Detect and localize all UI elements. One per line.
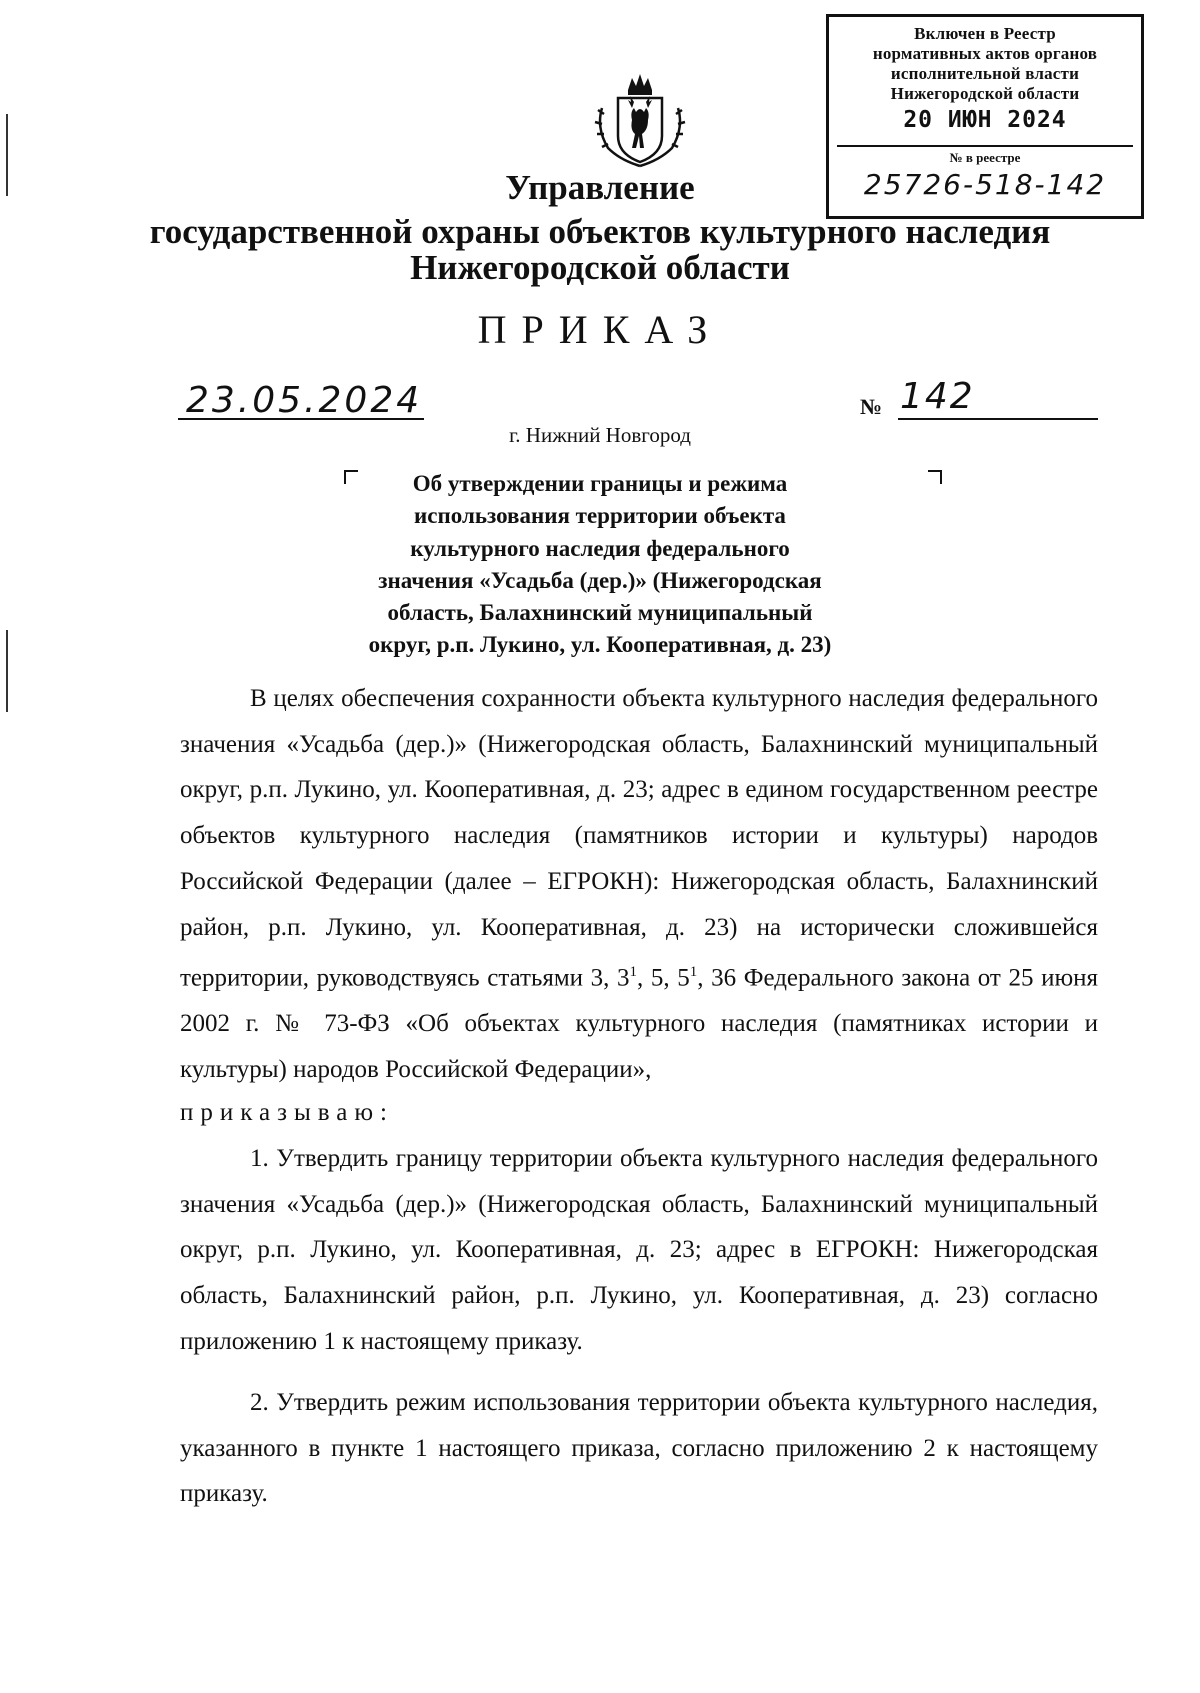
order-item-2: 2. Утвердить режим использования территории объекта культурного наследия, указанного в пункте 1 настоящего приказа, согласно приложению 2 к настоящему приказу. (180, 1389, 1098, 1508)
preamble-text: , 5, 5 (637, 964, 690, 992)
title-line: Об утверждении границы и режима (412, 471, 788, 496)
stamp-line: исполнительной власти (890, 64, 1080, 83)
order-word: приказываю: (180, 1099, 394, 1126)
stamp-line: нормативных актов органов (872, 44, 1098, 63)
document-type: ПРИКАЗ (477, 307, 723, 352)
superscript: 1 (629, 964, 638, 981)
title-line: значения «Усадьба (дер.)» (Нижегородская (378, 567, 822, 593)
preamble-text: В целях обеспечения сохранности объекта культурного наследия федерального значения «Усадьба (дер.)» (Нижегородская область, Балахнинский муниципальный округ, р.п. Лукино, ул. Кооперативная, д. 23; адрес в едином государственном реестре объектов культурного наследия (памятников истории и культуры) народов Российской Федерации (далее – ЕГРОКН): Нижегородская область, Балахнинский район, р.п. Лукино, ул. Кооперативная, д. 23) на исторически сложившейся территории, руководствуясь статьями 3, 3 (180, 685, 1098, 992)
date-underline (178, 418, 424, 420)
coat-of-arms-icon (588, 68, 692, 172)
org-name-line-1: Управление (505, 168, 695, 207)
stamp-registry-number: 25726-518-142 (863, 168, 1107, 201)
title-line: использования территории объекта (414, 503, 786, 529)
org-name-line-3: Нижегородской области (410, 248, 790, 287)
superscript: 1 (689, 964, 698, 981)
title-line: культурного наследия федерального (410, 535, 790, 561)
stamp-date: 20 ИЮН 2024 (903, 107, 1067, 133)
document-title (300, 468, 900, 662)
number-label: № (860, 394, 883, 419)
document-date: 23.05.2024 (186, 380, 423, 421)
stamp-divider (837, 145, 1133, 147)
preamble-paragraph (180, 676, 1098, 1093)
stamp-line: Нижегородской области (890, 84, 1080, 103)
order-item-1: 1. Утвердить границу территории объекта культурного наследия федерального значения «Усадьба (дер.)» (Нижегородская область, Балахнинский муниципальный округ, р.п. Лукино, ул. Кооперативная, д. 23; адрес в ЕГРОКН: Нижегородская область, Балахнинский район, р.п. Лукино, ул. Кооперативная, д. 23) согласно приложению 1 к настоящему приказу. (180, 1145, 1098, 1355)
stamp-line: Включен в Реестр (914, 24, 1056, 43)
title-bracket-right (928, 470, 942, 484)
document-number: 142 (900, 376, 975, 417)
document-city: г. Нижний Новгород (509, 423, 691, 447)
number-underline (898, 418, 1098, 420)
stamp-registry-label: № в реестре (949, 150, 1021, 165)
title-line: область, Балахнинский муниципальный (387, 600, 813, 626)
preamble-text: , 36 Федерального закона от 25 июня 2002 г. № 73-ФЗ «Об объектах культурного наследия (памятниках истории и культуры) народов Российской Федерации», (180, 964, 1099, 1083)
title-line: округ, р.п. Лукино, ул. Кооперативная, д. 23) (368, 632, 832, 658)
org-name-line-2: государственной охраны объектов культурного наследия (149, 212, 1051, 251)
scan-edge-mark-middle (6, 630, 8, 712)
